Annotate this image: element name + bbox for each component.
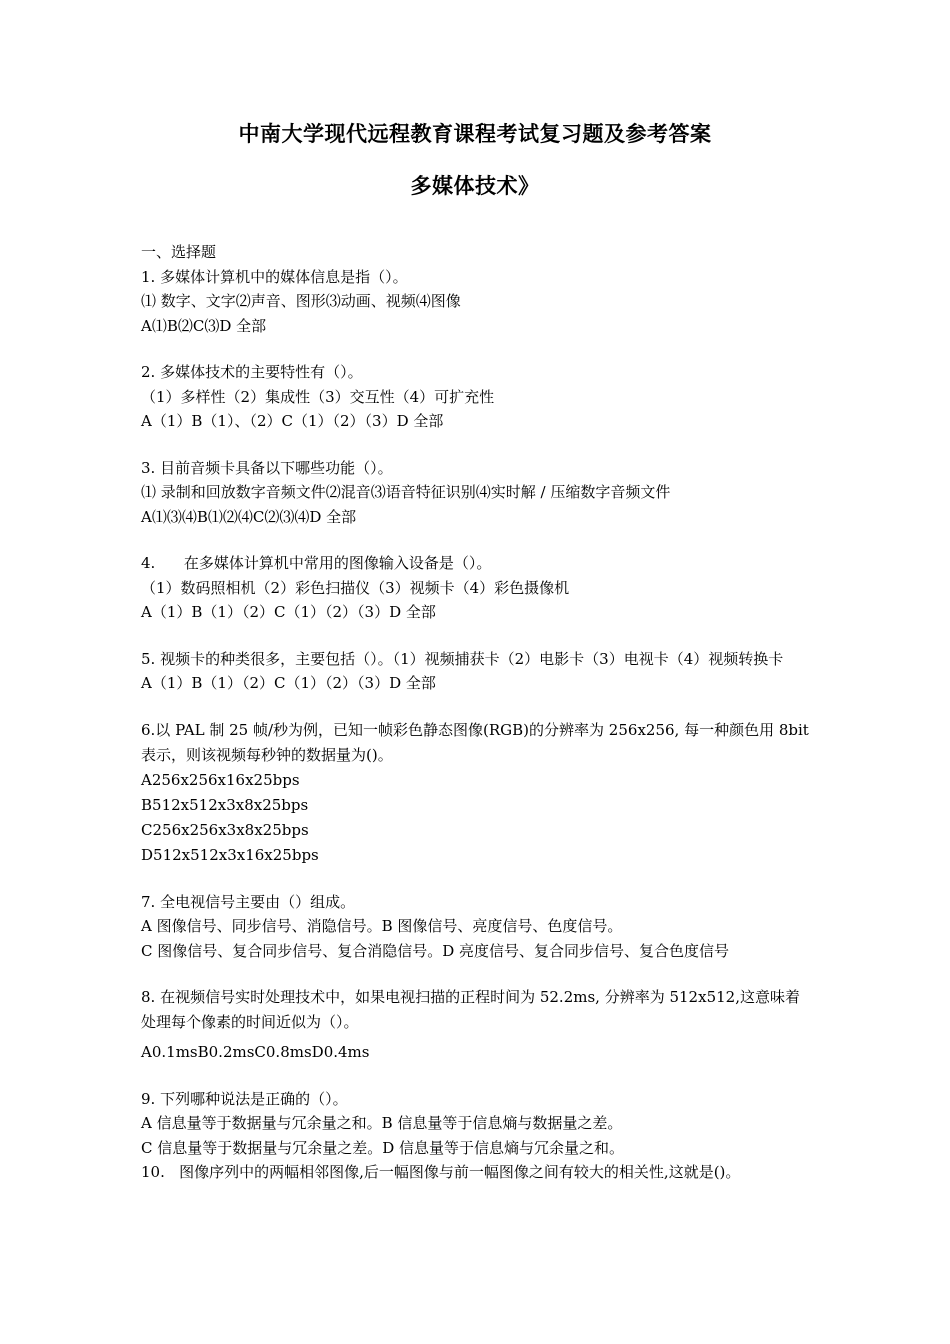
question-text: 3. 目前音频卡具备以下哪些功能（）。 <box>141 458 393 477</box>
question-text: 1. 多媒体计算机中的媒体信息是指（）。 <box>141 267 408 286</box>
option-line: ⑴ 录制和回放数字音频文件⑵混音⑶语音特征识别⑷实时解 / 压缩数字音频文件 <box>141 483 671 501</box>
answer-choices: A 图像信号、同步信号、消隐信号。B 图像信号、亮度信号、色度信号。 <box>141 917 623 935</box>
answer-choices: A 信息量等于数据量与冗余量之和。B 信息量等于信息熵与数据量之差。 <box>141 1114 623 1132</box>
answer-choice: D512x512x3x16x25bps <box>141 845 319 864</box>
answer-choices: A⑴B⑵C⑶D 全部 <box>141 316 267 335</box>
question-6 <box>141 718 813 868</box>
question-5 <box>141 647 813 696</box>
question-7 <box>141 890 813 964</box>
answer-choices: A（1）B（1）（2）C（1）（2）（3）D 全部 <box>141 674 436 692</box>
option-line: ⑴ 数字、文字⑵声音、图形⑶动画、视频⑷图像 <box>141 292 461 310</box>
question-9 <box>141 1087 813 1161</box>
answer-choices: A⑴⑶⑷B⑴⑵⑷C⑵⑶⑷D 全部 <box>141 507 357 526</box>
answer-choices: A0.1msB0.2msC0.8msD0.4ms <box>141 1043 370 1061</box>
section-heading: 一、选择题 <box>141 243 217 261</box>
question-text: 2. 多媒体技术的主要特性有（）。 <box>141 363 363 381</box>
question-8 <box>141 985 813 1065</box>
question-10 <box>141 1160 813 1185</box>
question-4 <box>141 551 813 625</box>
answer-choices: A（1）B（1）（2）C（1）（2）（3）D 全部 <box>141 603 436 621</box>
question-1 <box>141 265 813 339</box>
answer-choices: A（1）B（1）、（2）C（1）（2）（3）D 全部 <box>141 412 444 430</box>
document-subtitle: 多媒体技术》 <box>410 174 540 198</box>
question-2 <box>141 360 813 434</box>
answer-choice: C256x256x3x8x25bps <box>141 820 309 839</box>
question-text: 8. 在视频信号实时处理技术中，如果电视扫描的正程时间为 52.2ms, 分辨率为 512x512,这意味着处理每个像素的时间近似为（）。 <box>141 988 800 1031</box>
question-3 <box>141 456 813 530</box>
document-title: 中南大学现代远程教育课程考试复习题及参考答案 <box>238 122 712 146</box>
question-text: 5. 视频卡的种类很多，主要包括（）。（1）视频捕获卡（2）电影卡（3）电视卡（4）视频转换卡 <box>141 649 784 668</box>
question-text: 7. 全电视信号主要由（）组成。 <box>141 892 356 911</box>
answer-choices: C 图像信号、复合同步信号、复合消隐信号。D 亮度信号、复合同步信号、复合色度信号 <box>141 941 730 960</box>
answer-choices: C 信息量等于数据量与冗余量之差。D 信息量等于信息熵与冗余量之和。 <box>141 1138 625 1157</box>
question-text: 9. 下列哪种说法是正确的（）。 <box>141 1089 348 1108</box>
option-line: （1）数码照相机（2）彩色扫描仪（3）视频卡（4）彩色摄像机 <box>141 578 570 597</box>
question-list <box>141 240 813 1185</box>
question-text: 4. 在多媒体计算机中常用的图像输入设备是（）。 <box>141 554 492 572</box>
question-text: 10. 图像序列中的两幅相邻图像,后一幅图像与前一幅图像之间有较大的相关性,这就是()。 <box>141 1163 741 1181</box>
option-line: （1）多样性（2）集成性（3）交互性（4）可扩充性 <box>141 387 495 406</box>
answer-choice: A256x256x16x25bps <box>141 770 300 789</box>
question-text: 6.以 PAL 制 25 帧/秒为例，已知一帧彩色静态图像(RGB)的分辨率为 256x256, 每一种颜色用 8bit 表示，则该视频每秒钟的数据量为()。 <box>141 720 809 764</box>
answer-choice: B512x512x3x8x25bps <box>141 795 309 814</box>
